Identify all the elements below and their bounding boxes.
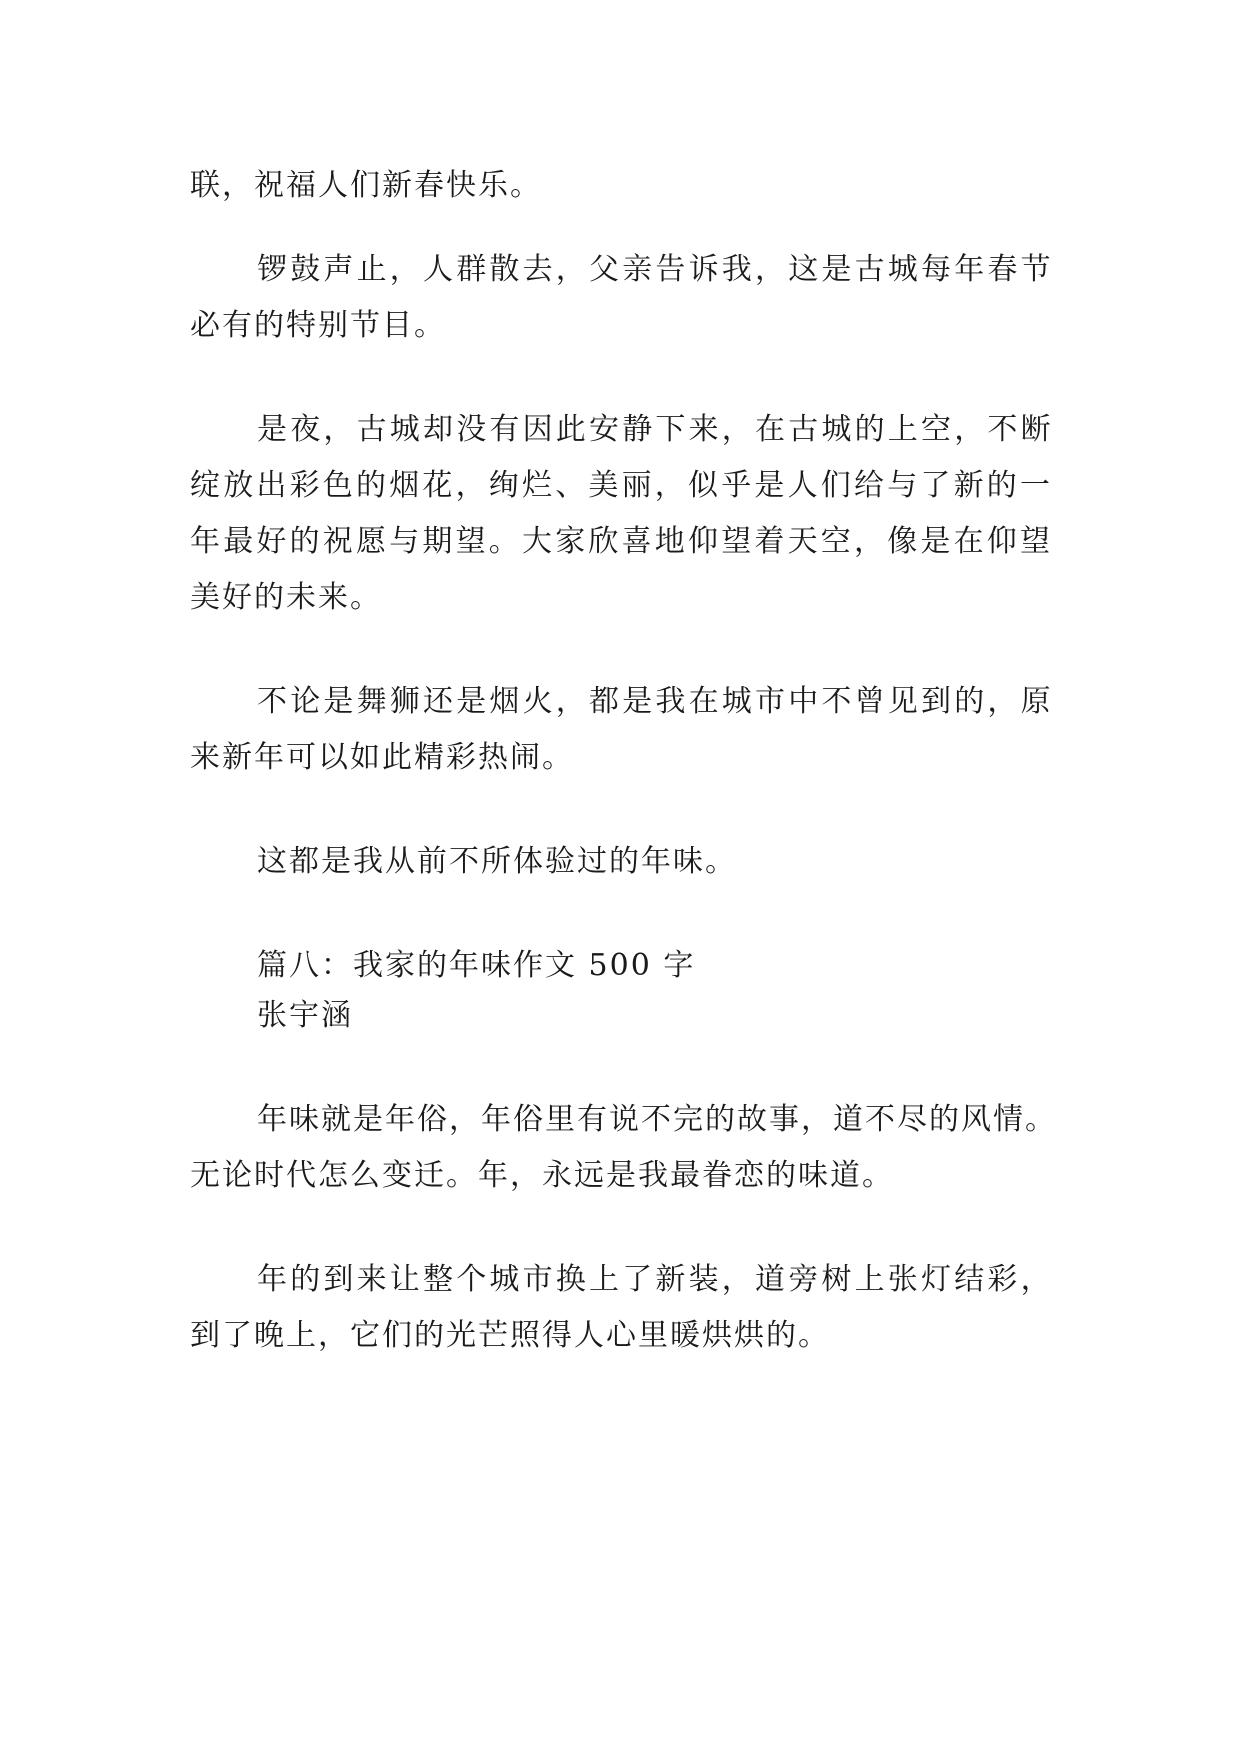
text-line: 绽放出彩色的烟花，绚烂、美丽，似乎是人们给与了新的一 [190, 468, 1054, 503]
text-line: 这都是我从前不所体验过的年味。 [257, 844, 737, 879]
text-line: 无论时代怎么变迁。年，永远是我最眷恋的味道。 [190, 1158, 894, 1193]
text-line: 年最好的祝愿与期望。大家欣喜地仰望着天空，像是在仰望 [190, 524, 1054, 559]
text-line: 必有的特别节目。 [190, 308, 446, 343]
text-line: 年的到来让整个城市换上了新装，道旁树上张灯结彩， [257, 1262, 1054, 1297]
text-line: 不论是舞狮还是烟火，都是我在城市中不曾见到的，原 [257, 684, 1054, 719]
text-line: 是夜，古城却没有因此安静下来，在古城的上空，不断 [257, 412, 1054, 447]
text-line: 锣鼓声止，人群散去，父亲告诉我，这是古城每年春节 [257, 252, 1054, 287]
text-line: 来新年可以如此精彩热闹。 [190, 740, 574, 775]
text-line: 联，祝福人们新春快乐。 [190, 168, 542, 203]
text-line: 到了晚上，它们的光芒照得人心里暖烘烘的。 [190, 1318, 830, 1353]
text-line: 美好的未来。 [190, 580, 382, 615]
author-name: 张宇涵 [257, 998, 353, 1033]
text-line: 年味就是年俗，年俗里有说不完的故事，道不尽的风情。 [257, 1102, 1057, 1137]
section-heading: 篇八：我家的年味作文 500 字 [257, 948, 696, 983]
